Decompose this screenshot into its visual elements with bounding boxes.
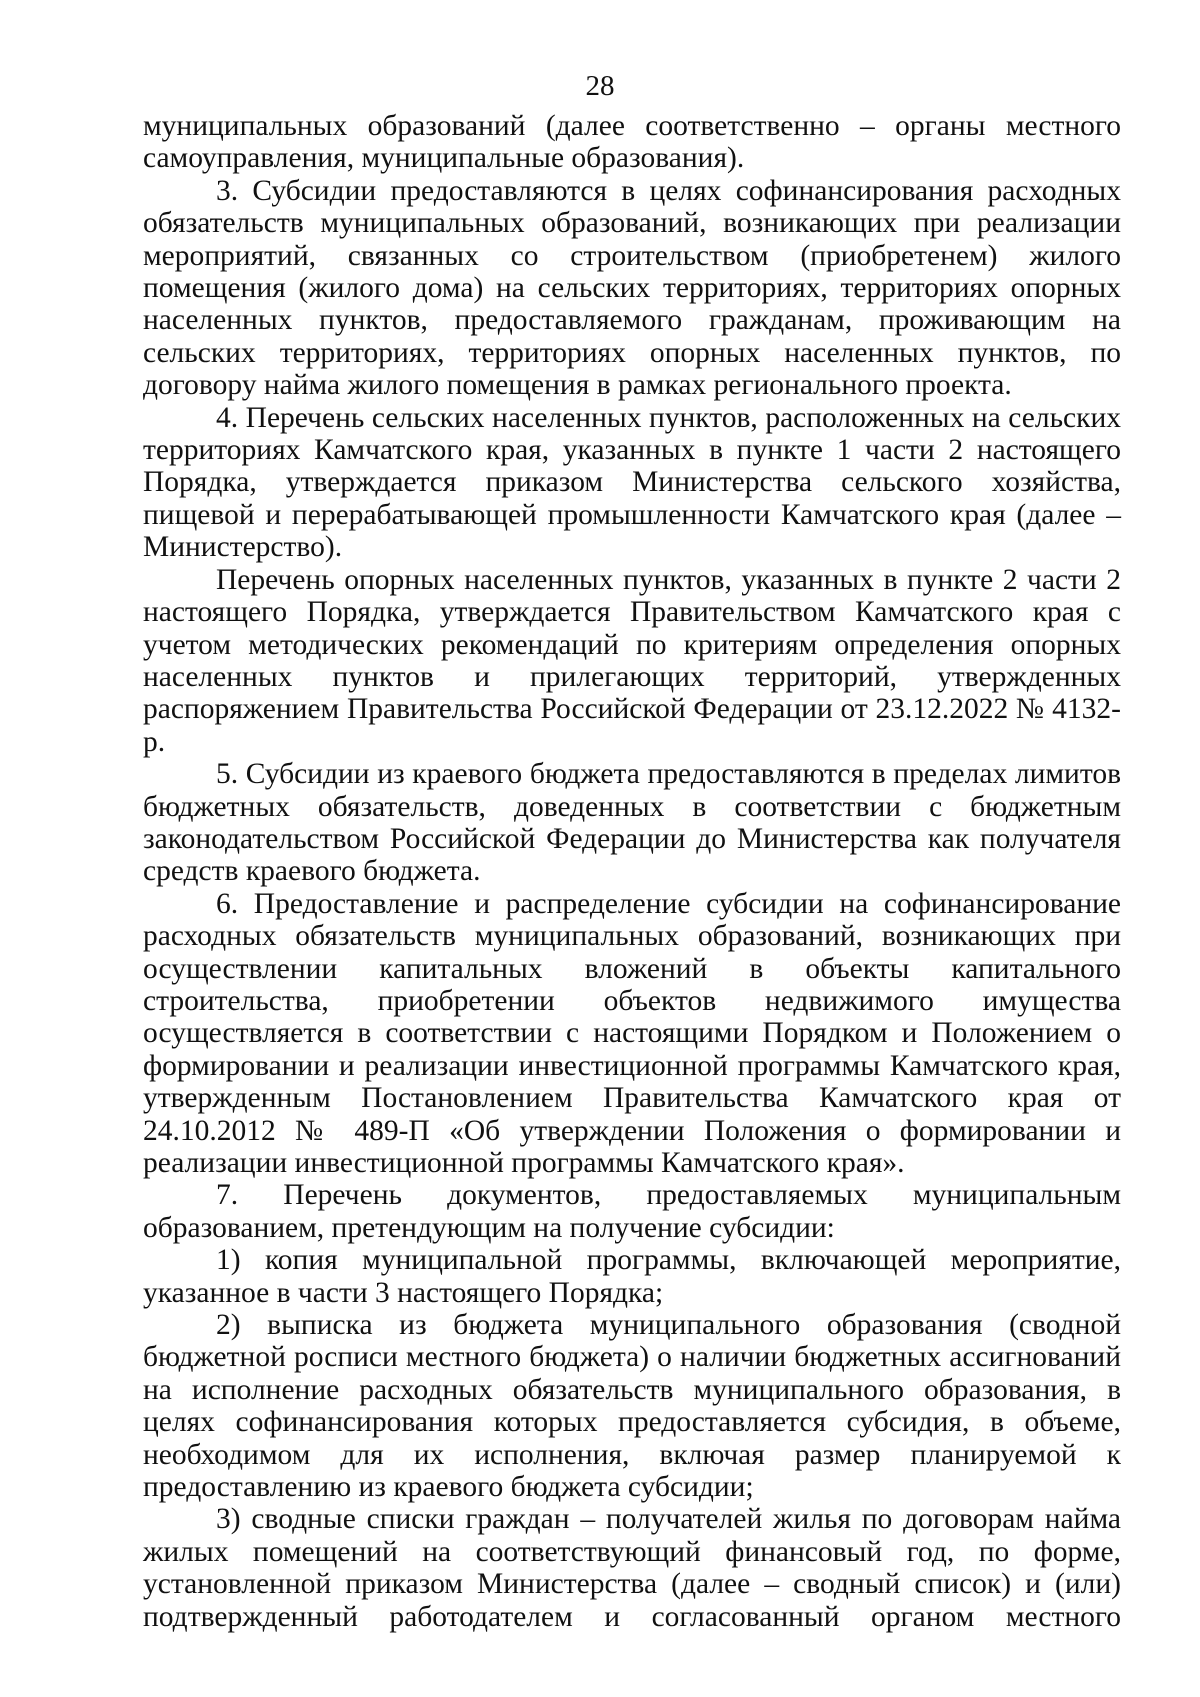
paragraph-item-3: 3. Субсидии предоставляются в целях софинансирования расходных обязательств муниципальных образований, возникающих при реализации мероприятий, связанных со строительством (приобретенем) жилого помещения (жилого дома) на сельских территориях, территориях опорных населенных пунктов, предоставляемого гражданам, проживающим на сельских территориях, территориях опорных населенных пунктов, по договору найма жилого помещения в рамках регионального проекта. bbox=[143, 174, 1121, 402]
paragraph-item-4: 4. Перечень сельских населенных пунктов, расположенных на сельских территориях Камчатского края, указанных в пункте 1 части 2 настоящего Порядка, утверждается приказом Министерства сельского хозяйства, пищевой и перерабатывающей промышленности Камчатского края (далее – Министерство). bbox=[143, 401, 1121, 564]
paragraph-item-4-list: Перечень опорных населенных пунктов, указанных в пункте 2 части 2 настоящего Порядка, утверждается Правительством Камчатского края с учетом методических рекомендаций по критериям определения опорных населенных пунктов и прилегающих территорий, утвержденных распоряжением Правительства Российской Федерации от 23.12.2022 № 4132-р. bbox=[143, 563, 1121, 758]
paragraph-item-6: 6. Предоставление и распределение субсидии на софинансирование расходных обязательств муниципальных образований, возникающих при осуществлении капитальных вложений в объекты капитального строительства, приобретении объектов недвижимого имущества осуществляется в соответствии с настоящими Порядком и Положением о формировании и реализации инвестиционной программы Камчатского края, утвержденным Постановлением Правительства Камчатского края от 24.10.2012 № 489-П «Об утверждении Положения о формировании и реализации инвестиционной программы Камчатского края». bbox=[143, 887, 1121, 1179]
document-body bbox=[143, 110, 1121, 1633]
list-item-3: 3) сводные списки граждан – получателей жилья по договорам найма жилых помещений на соответствующий финансовый год, по форме, установленной приказом Министерства (далее – сводный список) и (или) подтвержденный работодателем и согласованный органом местного bbox=[143, 1503, 1121, 1633]
paragraph-item-7: 7. Перечень документов, предоставляемых муниципальным образованием, претендующим на получение субсидии: bbox=[143, 1179, 1121, 1244]
list-item-1: 1) копия муниципальной программы, включающей мероприятие, указанное в части 3 настоящего Порядка; bbox=[143, 1244, 1121, 1309]
list-item-2: 2) выписка из бюджета муниципального образования (сводной бюджетной росписи местного бюджета) о наличии бюджетных ассигнований на исполнение расходных обязательств муниципального образования, в целях софинансирования которых предоставляется субсидия, в объеме, необходимом для их исполнения, включая размер планируемой к предоставлению из краевого бюджета субсидии; bbox=[143, 1309, 1121, 1504]
paragraph-continuation: муниципальных образований (далее соответственно – органы местного самоуправления, муниципальные образования). bbox=[143, 110, 1121, 175]
paragraph-item-5: 5. Субсидии из краевого бюджета предоставляются в пределах лимитов бюджетных обязательств, доведенных в соответствии с бюджетным законодательством Российской Федерации до Министерства как получателя средств краевого бюджета. bbox=[143, 758, 1121, 888]
page-number: 28 bbox=[585, 70, 615, 102]
